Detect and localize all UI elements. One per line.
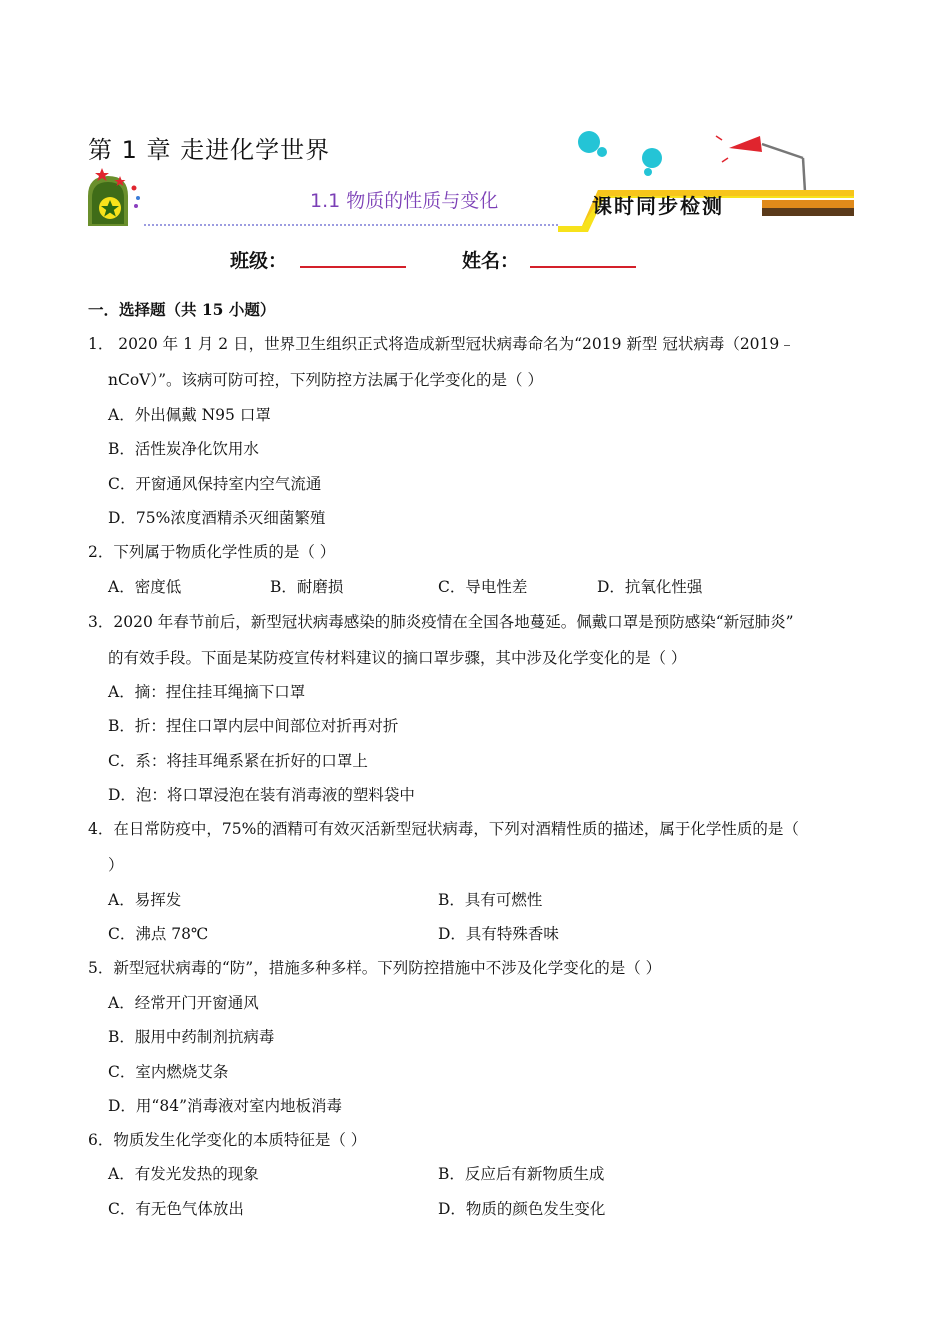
question-3-option-b: B．折：捏住口罩内层中间部位对折再对折	[108, 717, 399, 735]
name-label: 姓名：	[462, 250, 520, 272]
question-3-option-a: A．摘：捏住挂耳绳摘下口罩	[108, 683, 306, 701]
question-6-line-1: 6．物质发生化学变化的本质特征是（ ）	[88, 1131, 367, 1149]
question-6-option-b: B．反应后有新物质生成	[438, 1165, 605, 1183]
question-4-line-1: 4．在日常防疫中，75%的酒精可有效灭活新型冠状病毒，下列对酒精性质的描述，属于化学性质的是（	[88, 820, 799, 838]
question-3-line-1: 3．2020 年春节前后，新型冠状病毒感染的肺炎疫情在全国各地蔓延。佩戴口罩是预防感染“新冠肺炎”	[88, 613, 794, 631]
question-3-line-2: 的有效手段。下面是某防疫宣传材料建议的摘口罩步骤，其中涉及化学变化的是（ ）	[108, 649, 687, 667]
question-3-option-c: C．系：将挂耳绳系紧在折好的口罩上	[108, 752, 368, 770]
question-1-option-d: D．75%浓度酒精杀灭细菌繁殖	[108, 509, 326, 527]
question-1-line-1: 1． 2020 年 1 月 2 日，世界卫生组织正式将造成新型冠状病毒命名为“2019 新型 冠状病毒（2019﹣	[88, 335, 795, 353]
question-5-option-b: B．服用中药制剂抗病毒	[108, 1028, 275, 1046]
question-5-option-a: A．经常开门开窗通风	[108, 994, 259, 1012]
bubbles-icon	[578, 131, 662, 176]
sync-test-badge: 课时同步检测	[592, 194, 724, 218]
chapter-title: 第 1 章 走进化学世界	[88, 136, 331, 164]
question-3-option-d: D．泡：将口罩浸泡在装有消毒液的塑料袋中	[108, 786, 415, 804]
question-4-line-2: ）	[108, 856, 124, 874]
question-4-option-b: B．具有可燃性	[438, 891, 543, 909]
question-1-option-b: B．活性炭净化饮用水	[108, 440, 259, 458]
question-2-option-c: C．导电性差	[438, 578, 528, 596]
section-title: 1.1 物质的性质与变化	[310, 190, 499, 212]
question-6-option-d: D．物质的颜色发生变化	[438, 1200, 606, 1218]
question-4-option-c: C．沸点 78℃	[108, 925, 209, 943]
question-2-option-d: D．抗氧化性强	[597, 578, 703, 596]
question-6-option-a: A．有发光发热的现象	[108, 1165, 259, 1183]
class-field[interactable]	[300, 266, 406, 268]
question-1-option-a: A．外出佩戴 N95 口罩	[108, 406, 271, 424]
desk-lamp-icon	[716, 136, 805, 192]
question-1-line-2: nCoV）”。该病可防可控，下列防控方法属于化学变化的是（ ）	[108, 371, 543, 389]
question-5-option-d: D．用“84”消毒液对室内地板消毒	[108, 1097, 342, 1115]
question-4-option-a: A．易挥发	[108, 891, 182, 909]
name-field[interactable]	[530, 266, 636, 268]
question-1-option-c: C．开窗通风保持室内空气流通	[108, 475, 322, 493]
question-2-option-b: B．耐磨损	[270, 578, 344, 596]
header-banner	[86, 126, 856, 234]
star-badge-icon	[88, 168, 140, 226]
question-2-option-a: A．密度低	[108, 578, 182, 596]
section-heading: 一．选择题（共 15 小题）	[88, 300, 276, 319]
question-2-line-1: 2．下列属于物质化学性质的是（ ）	[88, 543, 336, 561]
question-6-option-c: C．有无色气体放出	[108, 1200, 244, 1218]
class-label: 班级：	[230, 250, 288, 272]
question-5-option-c: C．室内燃烧艾条	[108, 1063, 229, 1081]
question-4-option-d: D．具有特殊香味	[438, 925, 559, 943]
question-5-line-1: 5．新型冠状病毒的“防”，措施多种多样。下列防控措施中不涉及化学变化的是（ ）	[88, 959, 662, 977]
